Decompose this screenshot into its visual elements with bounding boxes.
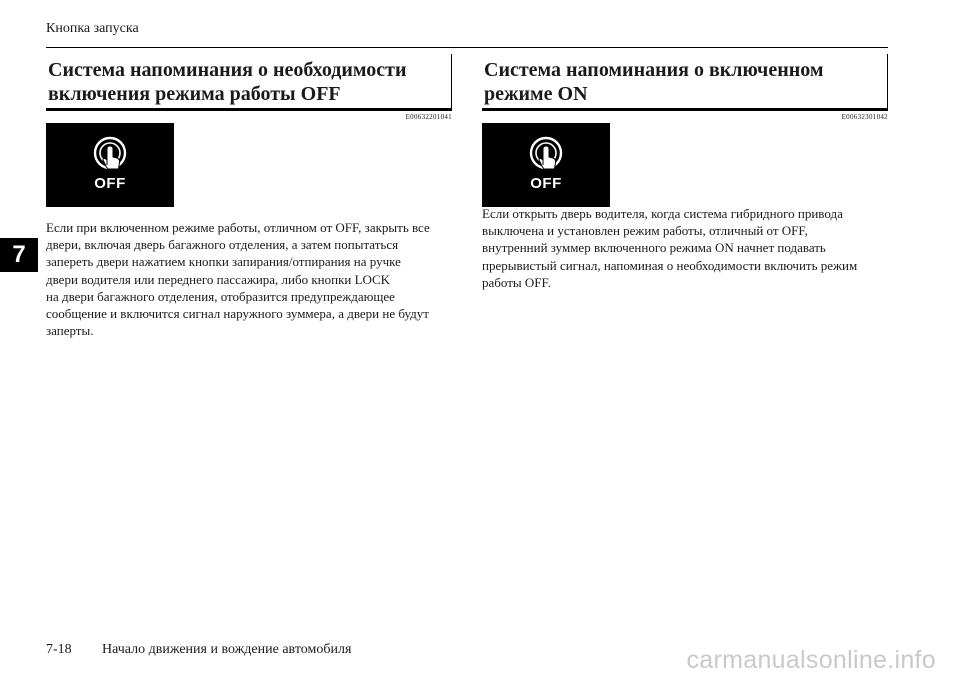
text-line: двери, включая дверь багажного отделения, а затем попытаться [46,237,399,253]
section-title-line-1: Система напоминания о необходимости [48,59,407,81]
chapter-tab: 7 [0,238,38,272]
text-line: на двери багажного отделения, отобразится предупреждающее [46,288,395,304]
text-line: выключена и установлен режим работы, отличный от OFF, [482,223,808,239]
finger-press-icon [90,135,130,175]
section-code: E00632301042 [841,113,888,121]
page-number: 7-18 [46,642,72,657]
header-divider [46,47,888,48]
section-off-reminder [46,54,452,121]
running-header: Кнопка запуска [46,21,139,36]
off-display-illustration [46,123,174,207]
section-title [46,54,452,111]
off-label: OFF [94,175,126,192]
section-title-line-2: включения режима работы OFF [48,83,341,105]
text-line: сообщение и включится сигнал наружного зуммера, а двери не будут [46,306,429,322]
section-body-text [482,205,892,291]
watermark: carmanualsonline.info [686,646,936,674]
off-display-illustration [482,123,610,207]
text-line: Если открыть дверь водителя, когда система гибридного привода [482,206,843,221]
section-on-reminder [482,54,888,121]
section-title-line-1: Система напоминания о включенном [484,59,824,81]
section-title [482,54,888,111]
section-title-line-2: режиме ON [484,83,588,105]
section-body-text [46,219,456,339]
finger-press-icon [526,135,566,175]
text-line: Если при включенном режиме работы, отличном от OFF, закрыть все [46,220,430,235]
off-label: OFF [530,175,562,192]
footer-chapter-title: Начало движения и вождение автомобиля [102,642,352,657]
text-line: прерывистый сигнал, напоминая о необходимости включить режим [482,257,858,273]
text-line: внутренний зуммер включенного режима ON начнет подавать [482,240,826,256]
text-line: запереть двери нажатием кнопки запирания/отпирания на ручке [46,254,401,270]
text-line: заперты. [46,323,94,339]
text-line: работы OFF. [482,274,551,290]
text-line: двери водителя или переднего пассажира, либо кнопки LOCK [46,271,390,287]
section-code: E00632201041 [405,113,452,121]
